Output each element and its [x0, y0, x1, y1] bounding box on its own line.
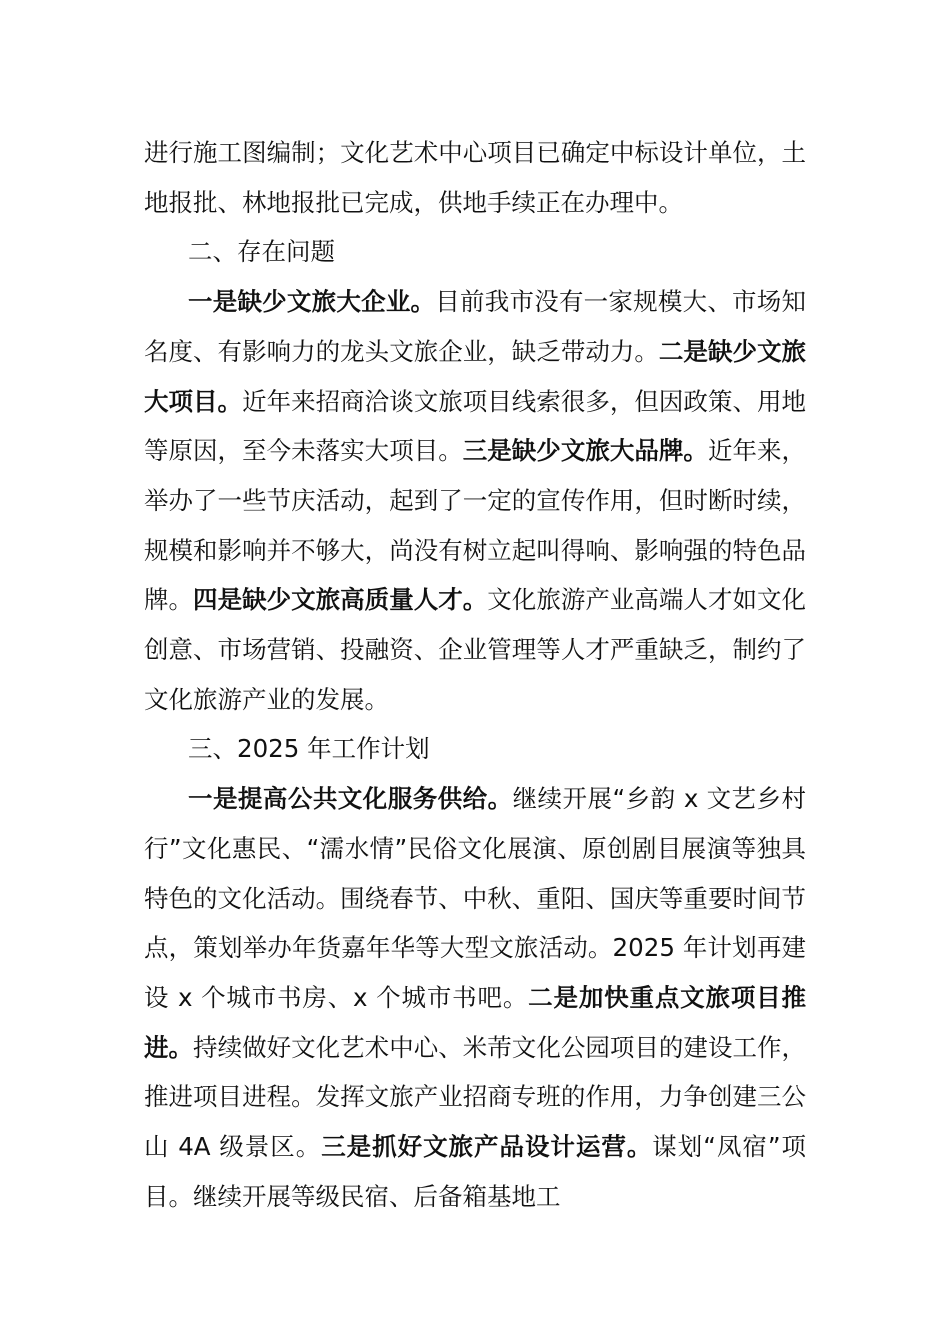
plan-3-text: 谋划“凤宿”项目。继续开展等级民宿、后备箱基地工	[144, 1132, 806, 1211]
problem-3-title: 三是缺少文旅大品牌。	[462, 436, 708, 466]
problem-1-text: 目前我市没有一家规模大、市场知名度、有影响力的龙头文旅企业，缺乏带动力。	[144, 287, 807, 366]
intro-paragraph: 进行施工图编制；文化艺术中心项目已确定中标设计单位，土地报批、林地报批已完成，供地手续正在办理中。	[144, 138, 806, 217]
section-heading-plan: 三、2025 年工作计划	[188, 734, 430, 764]
plan-2-text: 持续做好文化艺术中心、米芾文化公园项目的建设工作，推进项目进程。发挥文旅产业招商专班的作用，力争创建三公山 4A 级景区。	[144, 1032, 807, 1162]
plan-3-title: 三是抓好文旅产品设计运营。	[321, 1132, 653, 1162]
problem-1-title: 一是缺少文旅大企业。	[188, 287, 436, 317]
problem-2-title: 二是缺少文旅大项目。	[144, 336, 807, 416]
plan-2-title: 二是加快重点文旅项目推进。	[144, 982, 806, 1062]
problem-2-text: 近年来招商洽谈文旅项目线索很多，但因政策、用地等原因，至今未落实大项目。	[144, 386, 806, 466]
problem-3-text: 近年来，举办了一些节庆活动，起到了一定的宣传作用，但时断时续，规模和影响并不够大，尚没有树立起叫得响、影响强的特色品牌。	[144, 436, 807, 615]
problem-4-title: 四是缺少文旅高质量人才。	[193, 585, 488, 615]
plan-paragraph	[144, 774, 806, 1221]
plan-1-text: 继续开展“乡韵 x 文艺乡村行”文化惠民、“濡水情”民俗文化展演、原创剧目展演等独具特色的文化活动。围绕春节、中秋、重阳、国庆等重要时间节点，策划举办年货嘉年华等大型文旅活动。2025 年计划再建设 x 个城市书房、x 个城市书吧。	[144, 784, 806, 1012]
section-heading-problems: 二、存在问题	[188, 237, 335, 267]
problems-paragraph	[144, 277, 806, 724]
document-page	[144, 128, 806, 1221]
plan-1-title: 一是提高公共文化服务供给。	[188, 784, 513, 814]
problem-4-text: 文化旅游产业高端人才如文化创意、市场营销、投融资、企业管理等人才严重缺乏，制约了文化旅游产业的发展。	[144, 585, 807, 714]
